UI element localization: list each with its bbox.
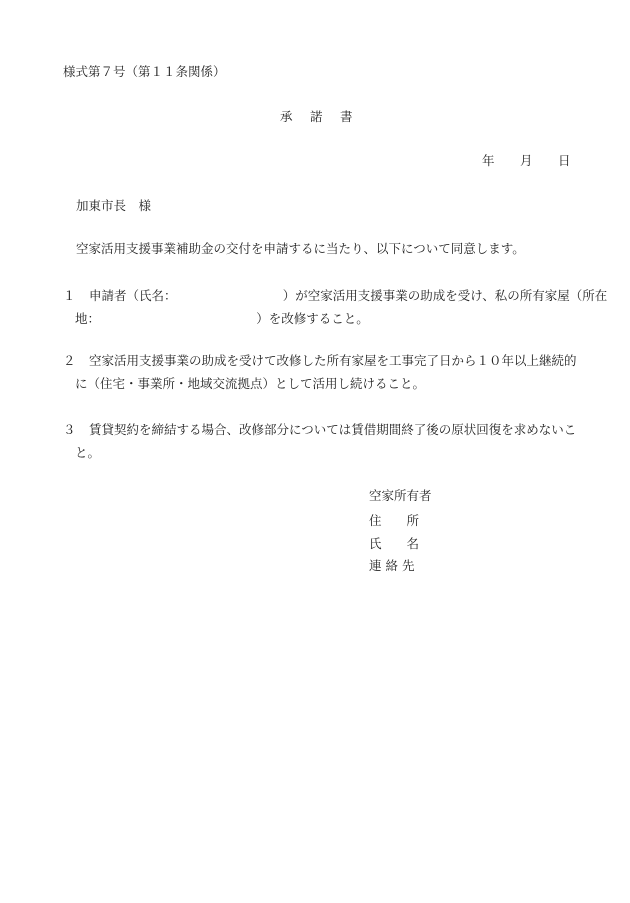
item-number: １: [63, 288, 76, 303]
date-line: [482, 153, 571, 169]
item-number: ２: [63, 353, 76, 368]
signature-address-label: 住 所: [369, 513, 420, 528]
item-text-line: 申請者（氏名： ）が空家活用支援事業の助成を受け、私の所有家屋（所在: [89, 288, 608, 303]
item-number: ３: [63, 422, 76, 437]
addressee: 加東市長 様: [76, 198, 152, 213]
item-text-line: 賃貸契約を締結する場合、改修部分については賃借期間終了後の原状回復を求めないこ: [89, 422, 577, 437]
date-year-label: 年: [482, 153, 495, 168]
title-char: 書: [340, 109, 353, 124]
date-day-label: 日: [558, 153, 571, 168]
title-char: 承: [280, 109, 293, 124]
signature-owner-label: 空家所有者: [369, 488, 432, 503]
intro-paragraph: 空家活用支援事業補助金の交付を申請するに当たり、以下について同意します。: [76, 241, 525, 256]
signature-name-label: 氏 名: [369, 536, 420, 551]
form-number: 様式第７号（第１１条関係）: [63, 64, 226, 79]
date-month-label: 月: [520, 153, 533, 168]
title-char: 諾: [310, 109, 323, 124]
item-text-line: 空家活用支援事業の助成を受けて改修した所有家屋を工事完了日から１０年以上継続的: [89, 353, 577, 368]
item-text-line: と。: [75, 445, 101, 460]
item-text-line: に（住宅・事業所・地域交流拠点）として活用し続けること。: [75, 376, 426, 391]
document-title: [280, 109, 370, 125]
signature-contact-label: 連 絡 先: [369, 558, 415, 573]
item-text-line: 地： ）を改修すること。: [75, 311, 369, 326]
